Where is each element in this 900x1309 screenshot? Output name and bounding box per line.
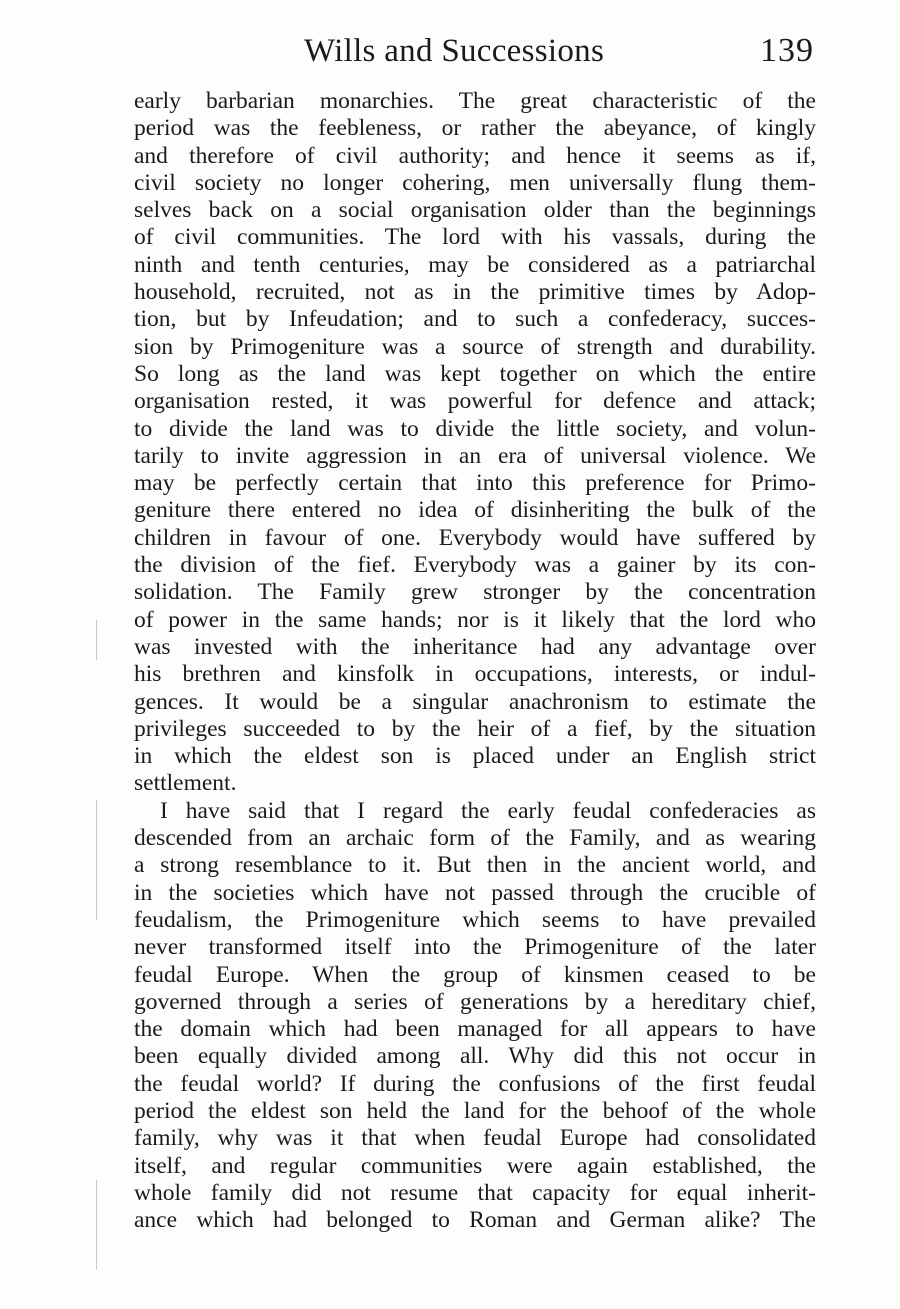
text-line: So long as the land was kept together on which the entire (134, 360, 816, 387)
text-line: tarily to invite aggression in an era of universal violence. We (134, 442, 816, 469)
text-line: ninth and tenth centuries, may be considered as a patriarchal (134, 251, 816, 278)
text-line: sion by Primogeniture was a source of strength and durability. (134, 333, 816, 360)
text-line: settlement. (134, 770, 237, 797)
text-line: whole family did not resume that capacity for equal inherit- (134, 1179, 816, 1206)
text-line: of power in the same hands; nor is it likely that the lord who (134, 606, 816, 633)
text-line: in which the eldest son is placed under an English strict (134, 743, 816, 770)
text-line: of civil communities. The lord with his vassals, during the (134, 224, 816, 251)
text-line: in the societies which have not passed through the crucible of (134, 879, 816, 906)
text-line: selves back on a social organisation older than the beginnings (134, 197, 816, 224)
text-line: feudal Europe. When the group of kinsmen ceased to be (134, 961, 816, 988)
margin-speck (96, 800, 97, 920)
text-line: I have said that I regard the early feudal confederacies as (160, 797, 816, 824)
text-line: and therefore of civil authority; and hence it seems as if, (134, 142, 816, 169)
text-line: children in favour of one. Everybody would have suffered by (134, 524, 816, 551)
body-text (134, 88, 816, 1234)
text-line: privileges succeeded to by the heir of a fief, by the situation (134, 715, 816, 742)
text-line: the division of the fief. Everybody was a gainer by its con- (134, 552, 816, 579)
text-line: tion, but by Infeudation; and to such a confederacy, succes- (134, 306, 816, 333)
text-line: his brethren and kinsfolk in occupations, interests, or indul- (134, 661, 816, 688)
text-line: to divide the land was to divide the little society, and volun- (134, 415, 816, 442)
text-line: organisation rested, it was powerful for defence and attack; (134, 388, 816, 415)
text-line: descended from an archaic form of the Family, and as wearing (134, 825, 816, 852)
text-line: never transformed itself into the Primogeniture of the later (134, 934, 816, 961)
text-line: early barbarian monarchies. The great characteristic of the (134, 88, 816, 114)
text-line: gences. It would be a singular anachronism to estimate the (134, 688, 816, 715)
text-line: household, recruited, not as in the primitive times by Adop- (134, 279, 816, 306)
text-line: geniture there entered no idea of disinheriting the bulk of the (134, 497, 816, 524)
text-line: solidation. The Family grew stronger by the concentration (134, 579, 816, 606)
text-line: the feudal world? If during the confusions of the first feudal (134, 1070, 816, 1097)
text-line: itself, and regular communities were again established, the (134, 1152, 816, 1179)
text-line: family, why was it that when feudal Europe had consolidated (134, 1125, 816, 1152)
text-line: the domain which had been managed for all appears to have (134, 1016, 816, 1043)
text-line: been equally divided among all. Why did this not occur in (134, 1043, 816, 1070)
text-line: a strong resemblance to it. But then in the ancient world, and (134, 852, 816, 879)
text-line: was invested with the inheritance had any advantage over (134, 633, 816, 660)
text-line: ance which had belonged to Roman and German alike? The (134, 1207, 816, 1234)
text-line: civil society no longer cohering, men universally flung them- (134, 169, 816, 196)
margin-speck (96, 1180, 97, 1270)
text-line: may be perfectly certain that into this preference for Primo- (134, 470, 816, 497)
text-line: governed through a series of generations by a hereditary chief, (134, 988, 816, 1015)
running-head (134, 28, 820, 78)
margin-speck (96, 620, 97, 660)
text-line: period the eldest son held the land for the behoof of the whole (134, 1097, 816, 1124)
text-line: period was the feebleness, or rather the abeyance, of kingly (134, 115, 816, 142)
page-number: 139 (760, 32, 814, 69)
text-line: feudalism, the Primogeniture which seems to have prevailed (134, 906, 816, 933)
running-title: Wills and Successions (304, 33, 605, 69)
